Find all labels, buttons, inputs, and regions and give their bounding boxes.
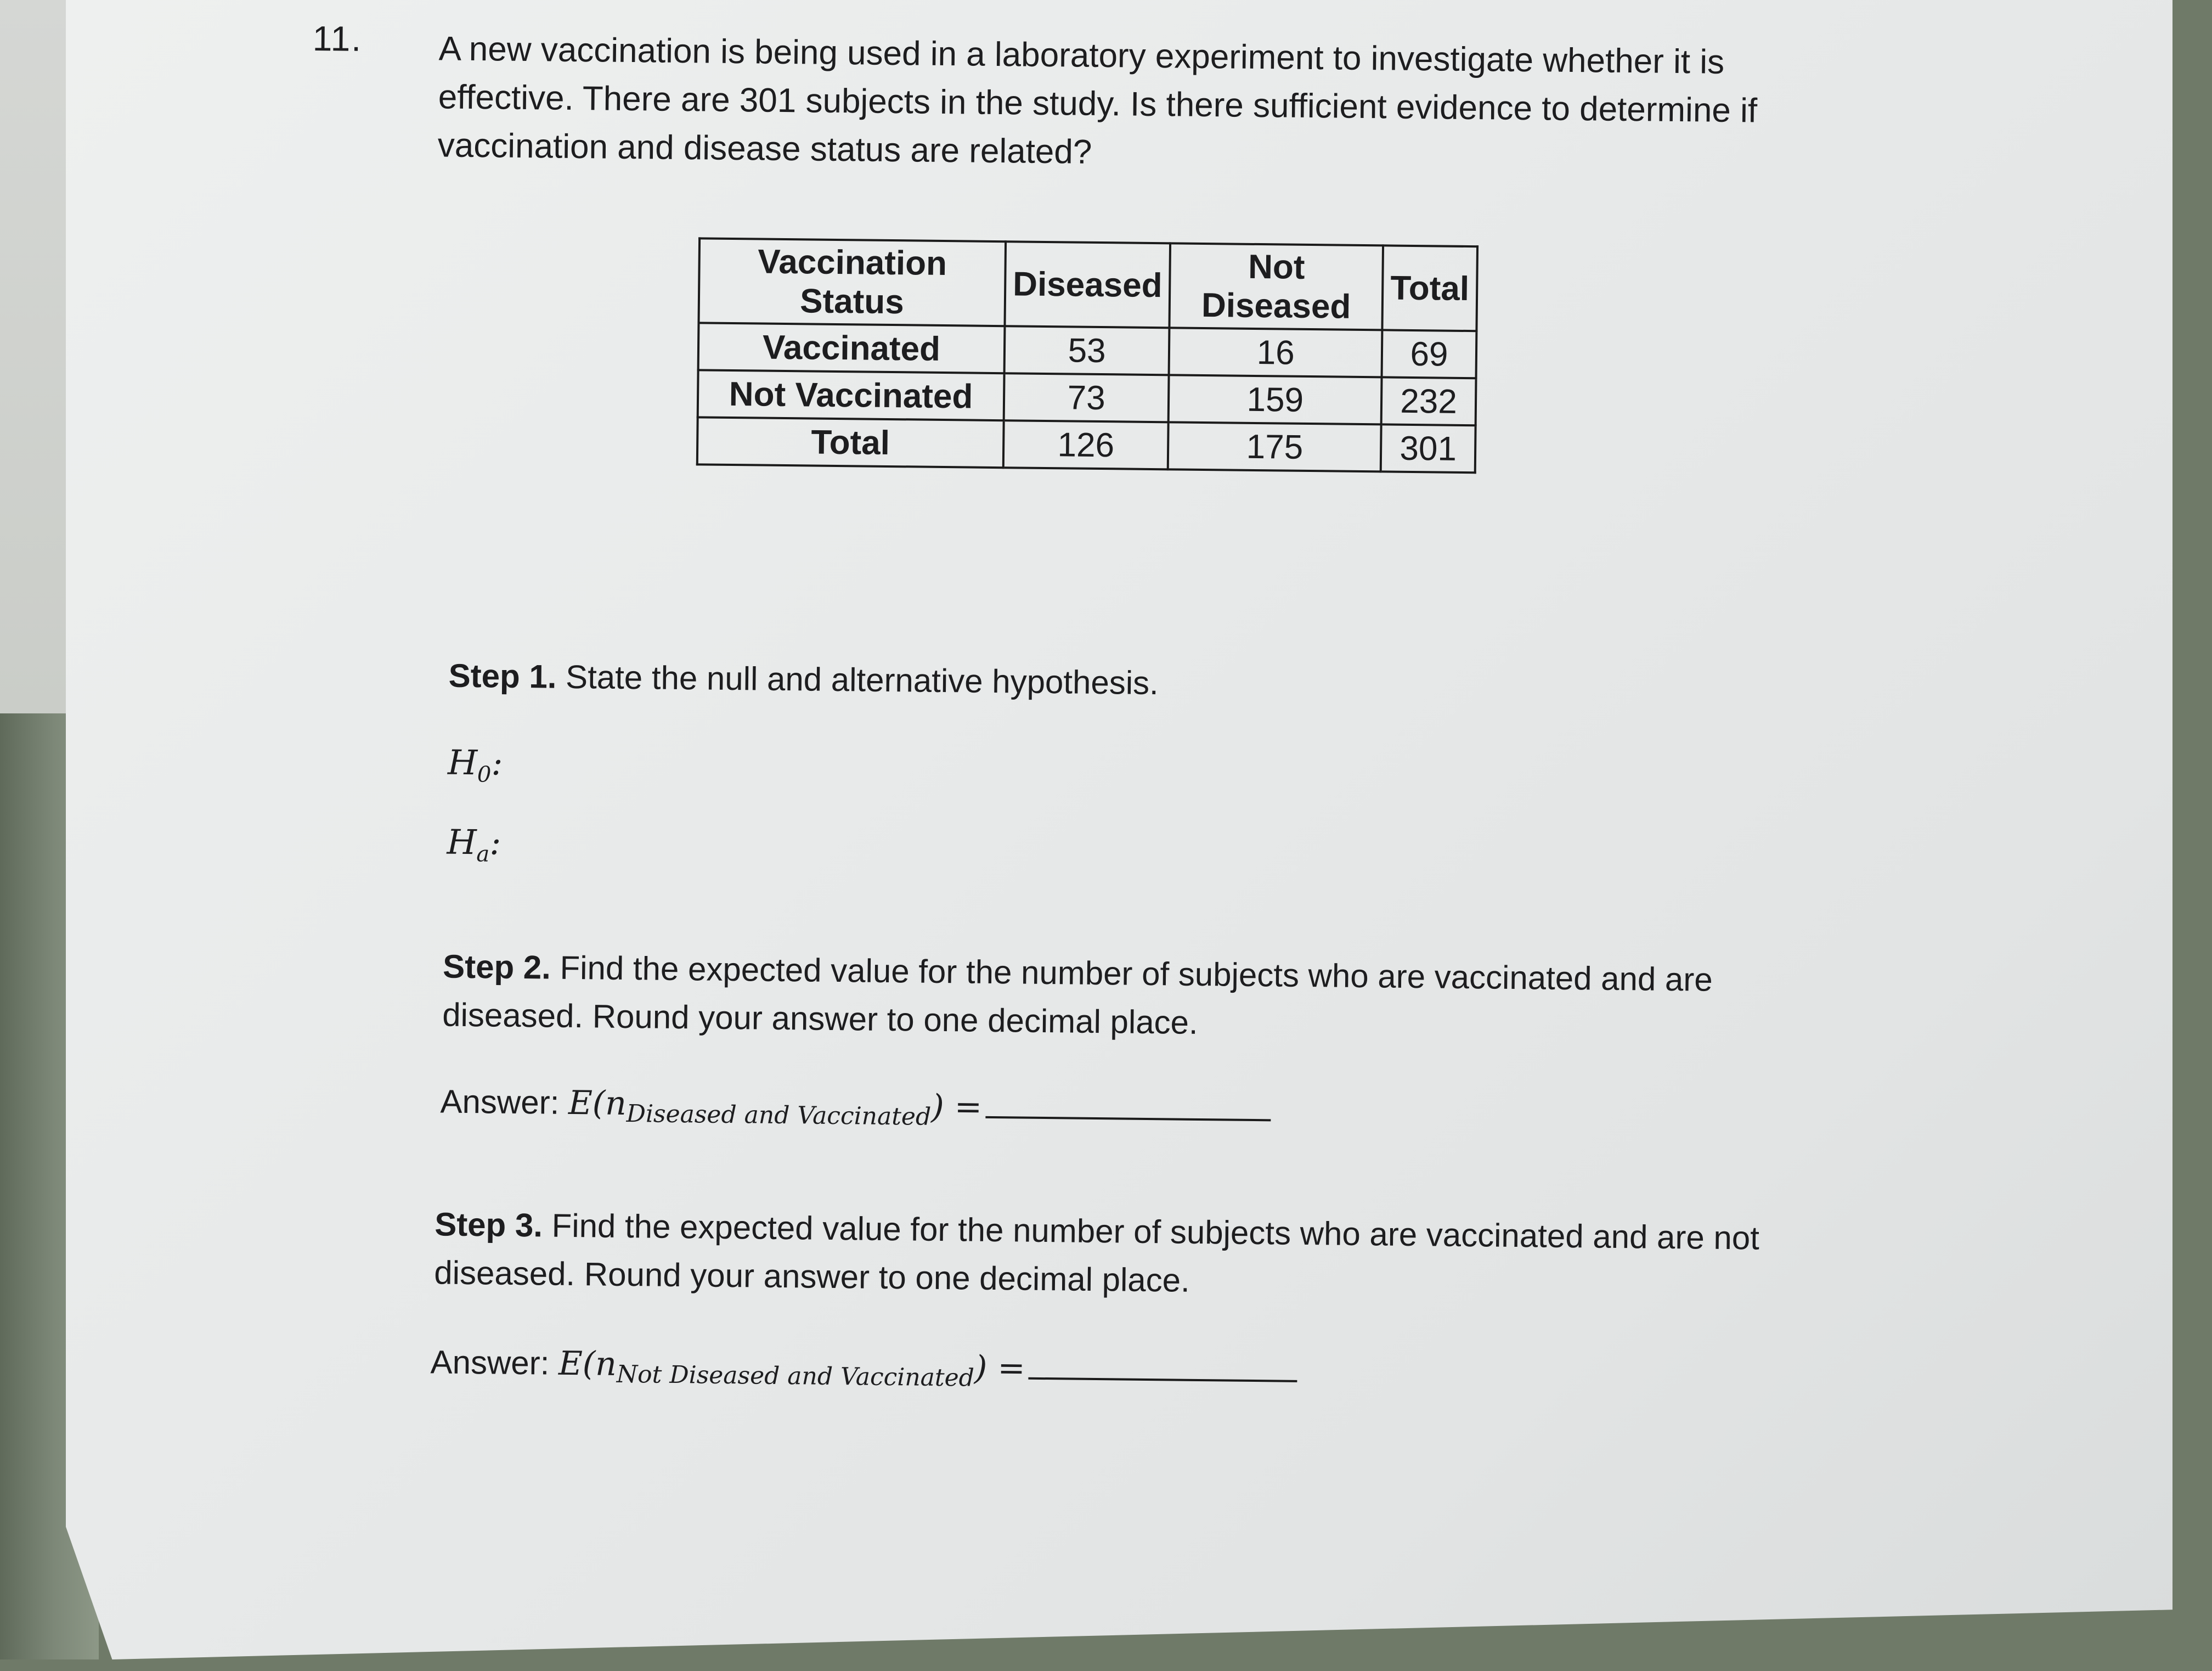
table-cell: 159 (1169, 375, 1382, 424)
table-cell: 232 (1381, 377, 1476, 425)
table-row-label: Total (697, 417, 1004, 468)
step-2-expression (568, 1083, 983, 1131)
step-2-expr-suffix: ) = (930, 1087, 983, 1127)
table-header-cell: Total (1383, 245, 1477, 331)
step-2-answer-line (440, 1082, 1271, 1134)
step-3-expr-suffix: ) = (974, 1348, 1026, 1388)
table-row-label: Not Vaccinated (698, 370, 1005, 420)
table-row (698, 323, 1477, 378)
table-row (698, 370, 1476, 425)
table-cell: 126 (1003, 420, 1169, 469)
step-3-answer-line (430, 1343, 1297, 1396)
step-2-answer-blank[interactable] (985, 1094, 1271, 1121)
table-header-cell: Vaccination Status (699, 238, 1006, 326)
step-1-label: Step 1. (448, 657, 557, 695)
step-2-expr-prefix: E(n (568, 1083, 627, 1123)
question-text: A new vaccination is being used in a laboratory experiment to investigate whether it is effective. There are 301 subjects in the study. Is there sufficient evidence to determine if vaccination and disease status are related? (437, 30, 1758, 171)
ha-colon: : (489, 822, 501, 863)
h0-subscript: 0 (477, 762, 492, 787)
h0-symbol: H (447, 742, 478, 783)
ha-symbol: H (447, 822, 477, 863)
step-3-text: Find the expected value for the number of subjects who are vaccinated and are not diseased. Round your answer to one decimal place. (434, 1207, 1760, 1299)
question-number: 11. (312, 18, 363, 59)
step-3-expression (558, 1344, 1026, 1392)
table-cell: 53 (1005, 326, 1170, 375)
null-hypothesis-line (448, 742, 503, 787)
step-2-prompt (442, 943, 1815, 1054)
step-1-prompt (448, 652, 1159, 708)
table-header-row (699, 238, 1477, 331)
step-2-expr-subscript: Diseased and Vaccinated (626, 1100, 932, 1131)
table-cell: 16 (1169, 328, 1383, 377)
table-header-cell: Diseased (1005, 241, 1170, 328)
step-2-answer-label: Answer: (440, 1083, 560, 1121)
step-3-answer-label: Answer: (430, 1343, 550, 1382)
ha-subscript: a (476, 841, 490, 867)
step-3-answer-blank[interactable] (1029, 1355, 1297, 1382)
step-1-text: State the null and alternative hypothesis. (565, 658, 1159, 702)
table-row (697, 417, 1476, 472)
step-2-text: Find the expected value for the number of subjects who are vaccinated and are diseased. Round your answer to one decimal place. (442, 949, 1713, 1041)
step-3-label: Step 3. (434, 1206, 543, 1244)
alternative-hypothesis-line (447, 822, 501, 867)
table-cell: 69 (1382, 330, 1476, 378)
step-3-expr-subscript: Not Diseased and Vaccinated (616, 1360, 975, 1392)
step-3-prompt (434, 1200, 1807, 1311)
contingency-table (696, 237, 1479, 474)
step-2-label: Step 2. (442, 948, 551, 986)
step-3-expr-prefix: E(n (558, 1344, 617, 1383)
table-cell: 175 (1168, 422, 1381, 471)
table-cell: 73 (1004, 373, 1169, 422)
table-header-cell: Not Diseased (1170, 243, 1384, 330)
h0-colon: : (491, 742, 503, 783)
table-cell: 301 (1381, 424, 1475, 472)
table-row-label: Vaccinated (698, 323, 1005, 373)
